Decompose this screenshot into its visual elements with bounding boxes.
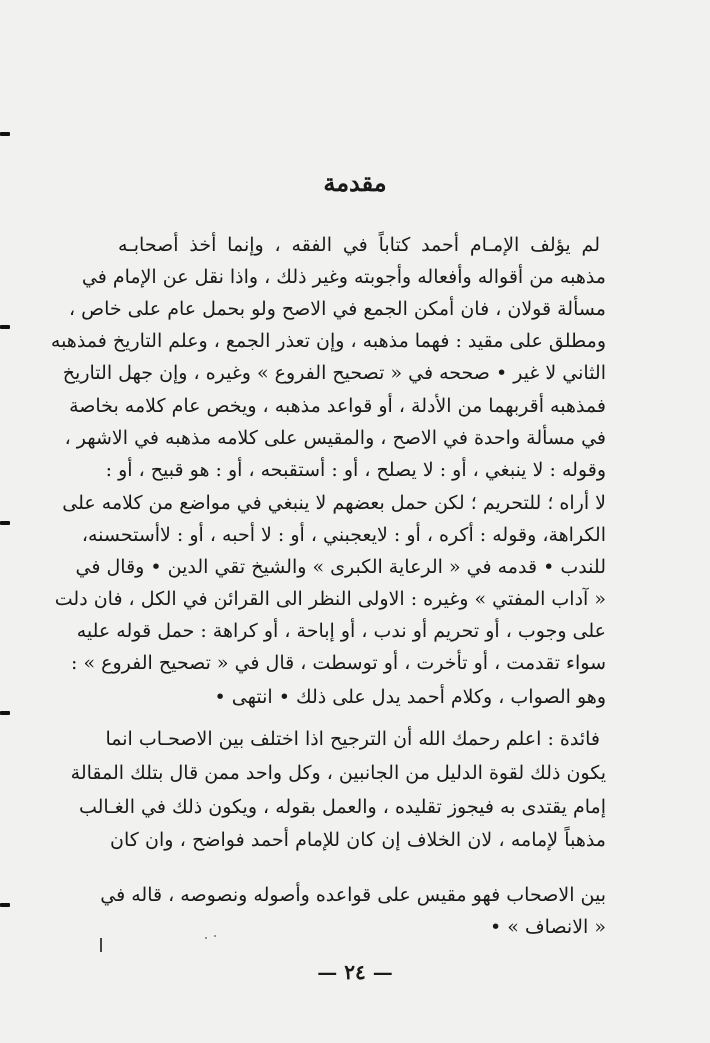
paragraph-1-line: للندب • قدمه في « الرعاية الكبرى » والشيخ تقي الدين • وقال في [75,556,606,578]
page-title: مقدمة [323,168,387,197]
paragraph-1-line: مسألة قولان ، فان أمكن الجمع في الاصح ولو بحمل عام على خاص ، [68,298,606,320]
page-number: — ٢٤ — [317,960,393,984]
paragraph-2-line: بين الاصحاب فهو مقيس على قواعده وأصوله ونصوصه ، قاله في [100,884,606,906]
scan-edge-mark [0,325,10,329]
paragraph-1-line: ومطلق على مقيد : فهما مذهبه ، وإن تعذر الجمع ، وعلم التاريخ فمذهبه [50,330,606,352]
paragraph-2-line: فائدة : اعلم رحمك الله أن الترجيح اذا اختلف بين الاصحـاب انما [105,728,600,750]
scan-speck [214,935,216,937]
scan-edge-mark [0,711,10,715]
paragraph-1-line: سواء تقدمت ، أو تأخرت ، أو توسطت ، قال في « تصحيح الفروع » : [71,652,606,674]
scan-edge-mark [0,521,10,525]
paragraph-1-line: لا أراه ؛ للتحريم ؛ لكن حمل بعضهم لا ينبغي في مواضع من كلامه على [62,492,606,514]
paragraph-1-line: الكراهة، وقوله : أكره ، أو : لايعجبني ، أو : لا أحبه ، أو : لاأستحسنه، [81,524,606,546]
scan-edge-mark [0,132,10,136]
paragraph-1-last-line: وهو الصواب ، وكلام أحمد يدل على ذلك • انتهى • [214,686,606,708]
paragraph-1-line: لم يؤلف الإمـام أحمد كتاباً في الفقه ، وإنما أخذ أصحابـه [118,234,600,256]
scan-speck [205,937,207,939]
paragraph-2-line: مذهباً لإمامه ، لان الخلاف إن كان للإمام أحمد فواضح ، وان كان [110,829,606,851]
paragraph-2-last-line: « الانصاف » • [490,916,606,938]
paragraph-1-line: في مسألة واحدة في الاصح ، والمقيس على كلامه مذهبه في الاشهر ، [64,427,606,449]
paragraph-1-line: مذهبه من أقواله وأفعاله وأجوبته وغير ذلك ، واذا نقل عن الإمام في [81,266,606,288]
paragraph-2-line: إمام يقتدى به فيجوز تقليده ، والعمل بقوله ، ويكون ذلك في الغـالب [78,796,606,818]
paragraph-1-line: « آداب المفتي » وغيره : الاولى النظر الى القرائن في الكل ، فان دلت [54,588,606,610]
paragraph-1-line: الثاني لا غير • صححه في « تصحيح الفروع » وغيره ، وإن جهل التاريخ [62,362,606,384]
paragraph-1-line: فمذهبه أقربهما من الأدلة ، أو قواعد مذهبه ، ويخص عام كلامه بخاصة [69,395,606,417]
margin-mark [100,938,102,952]
scan-edge-mark [0,903,10,907]
paragraph-1-line: وقوله : لا ينبغي ، أو : لا يصلح ، أو : أستقبحه ، أو : هو قبيح ، أو : [105,459,606,481]
paragraph-1-line: على وجوب ، أو تحريم أو ندب ، أو إباحة ، أو كراهة : حمل قوله عليه [76,620,606,642]
paragraph-2-line: يكون ذلك لقوة الدليل من الجانبين ، وكل واحد ممن قال بتلك المقالة [70,762,606,784]
